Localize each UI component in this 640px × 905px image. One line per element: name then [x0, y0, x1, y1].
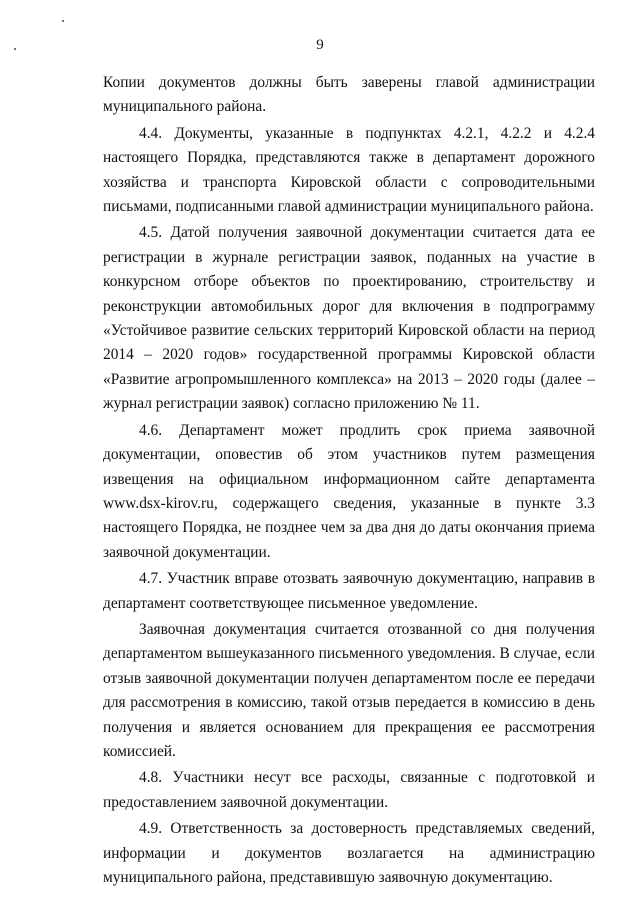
paragraph-4-4: 4.4. Документы, указанные в подпунктах 4.2.1, 4.2.2 и 4.2.4 настоящего Порядка, представляются также в департамент дорожного хозяйства и транспорта Кировской области с сопроводительными письмами, подписанными главой администрации муниципального района.	[103, 124, 595, 216]
scan-speck	[14, 48, 16, 50]
paragraph-4-7: 4.7. Участник вправе отозвать заявочную документацию, направив в департамент соответствующее письменное уведомление.	[103, 570, 595, 612]
scan-speck	[62, 20, 64, 22]
paragraph-4-8: 4.8. Участники несут все расходы, связанные с подготовкой и предоставлением заявочной документации.	[103, 769, 595, 811]
paragraph-4-6: 4.6. Департамент может продлить срок приема заявочной документации, оповестив об этом участников путем размещения извещения на официальном информационном сайте департамента www.dsx-kirov.ru, содержащего сведения, указанные в пункте 3.3 настоящего Порядка, не позднее чем за два дня до даты окончания приема заявочной документации.	[103, 421, 595, 561]
page-number: 9	[316, 37, 324, 53]
paragraph-4-5: 4.5. Датой получения заявочной документации считается дата ее регистрации в журнале регистрации заявок, поданных на участие в конкурсном отборе объектов по проектированию, строительству и реконструкции автомобильных дорог для включения в подпрограмму «Устойчивое развитие сельских территорий Кировской области на период 2014 – 2020 годов» государственной программы Кировской области «Развитие агропромышленного комплекса» на 2013 – 2020 годы (далее – журнал регистрации заявок) согласно приложению № 11.	[103, 224, 595, 413]
document-body	[103, 71, 595, 890]
paragraph-4-9: 4.9. Ответственность за достоверность представляемых сведений, информации и документов возлагается на администрацию муниципального района, представившую заявочную документацию.	[103, 820, 595, 886]
paragraph-copies-certification: Копии документов должны быть заверены главой администрации муниципального района.	[103, 74, 595, 116]
paragraph-recall-conditions: Заявочная документация считается отозванной со дня получения департаментом вышеуказанного письменного уведомления. В случае, если отзыв заявочной документации получен департаментом после ее передачи для рассмотрения в комиссию, такой отзыв передается в комиссию в день получения и является основанием для прекращения ее рассмотрения комиссией.	[103, 620, 595, 760]
